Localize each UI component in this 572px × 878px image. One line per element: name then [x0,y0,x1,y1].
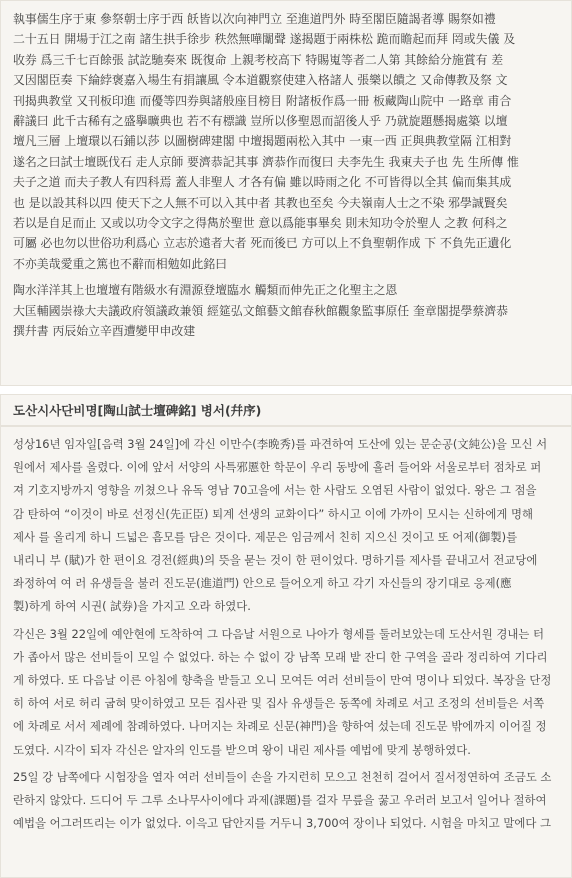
author-line: 撰幷書 丙辰始立辛酉遭變甲申改建 [13,324,196,339]
hanja-line: 也 是以設其科以四 使天下之人無不可以入其中者 其教也至矣 今夫嶺南人士之不染 邪學誠賢矣 [13,195,508,210]
hanja-line: 執事儒生序于東 參祭朝士序于西 飫皆以次向神門立 至進道門外 時至閣臣隨謁者導 賜祭如禮 [13,12,496,26]
korean-line: 각신은 3월 22일에 예안현에 도착하여 그 다음날 서원으로 나아가 형세를 둘러보았는데 도산서원 경내는 터 [13,626,544,641]
korean-line: 좌정하여 여 러 유생들을 불러 진도문(進道門) 안으로 들어오게 하고 각기 자신들의 장기대로 응제(應 [13,576,512,591]
hanja-line: 若以是自足而止 又或以功令文字之得雋於聖世 意以爲能事畢矣 則未知功令於聖人 之教 何科之 [13,216,508,231]
hanja-text-panel [0,0,572,386]
hanja-line: 二十五日 開場于江之南 諸生拱手徐步 秩然無嘩闈聲 遂揭題于兩株松 跪而瞻起而拜 罔或失儀 及 [13,32,516,47]
hanja-body [13,9,561,274]
korean-line: 감 탄하여 “이것이 바로 선정신(先正臣) 퇴계 선생의 교화이다” 하시고 이에 가까이 모시는 신하에게 명해 [13,506,534,521]
korean-line: 製)하게 하여 시권( 試券)을 가지고 오라 하였다. [13,599,251,614]
korean-translation-panel [0,426,572,878]
korean-paragraph [13,623,561,762]
korean-line: 25일 강 남쪽에다 시험장을 열자 여러 선비들이 손을 가지런히 모으고 천천히 걸어서 질서정연하여 조금도 소 [13,769,552,784]
hanja-line: 可屬 必也勿以世俗功利爲心 立志於遠者大者 死而後已 方可以上不負聖朝作成 下 不負先正遺化 [13,236,512,251]
korean-line: 게 하였다. 또 다음날 이른 아침에 향축을 받들고 오니 모여든 여러 선비들이 만여 명이나 되었다. 복장을 단정 [13,673,552,688]
korean-line: 성상16년 임자일[음력 3월 24일]에 각신 이만수(李晩秀)를 파견하여 도산에 있는 문순공(文純公)을 모신 서 [13,437,548,451]
korean-line: 원에서 제사를 올렸다. 이에 앞서 서양의 사특邪慝한 학문이 우리 동방에 흘러 들어와 서울로부터 점차로 퍼 [13,460,542,475]
korean-line: 란하지 않았다. 드디어 두 그루 소나무사이에다 과제(課題)를 걸자 무릎을 꿇고 우러러 보고서 일어나 절하여 [13,793,547,808]
hanja-line: 刊揭典教堂 又刊板印進 而優等四券與諸般座目榜目 附諸板作爲一冊 板藏陶山院中 一路章 甫合 [13,93,512,108]
korean-line: 도였다. 시각이 되자 각신은 알자의 인도를 받으며 왕이 내린 제사를 예법에 맞게 봉행하였다. [13,742,471,757]
author-block [13,301,561,342]
hanja-line: 收券 爲三千七百餘張 試訖馳奏來 既復命 上親考校高下 特賜嵬等者二人第 其餘給分施賞有 差 [13,52,504,67]
korean-line: 져 기호지방까지 영향을 끼쳤으나 유독 영남 70고을에 서는 한 사람도 오염된 사람이 없었다. 왕은 그 점을 [13,483,537,498]
korean-line: 제사 를 올리게 하니 드넓은 흠모를 담은 것이다. 제문은 임금께서 친히 지으신 것이고 또 어제(御製)를 [13,529,518,544]
translation-heading [0,394,572,426]
author-line: 大匡輔國崇祿大夫議政府領議政兼領 經筵弘文館藝文館春秋館觀象監事原任 奎章閣提學蔡濟恭 [13,303,509,318]
korean-line: 가 좁아서 많은 선비들이 모일 수 없었다. 하는 수 없이 강 남쪽 모래 밭 잔디 한 구역을 골라 정리하여 기다리 [13,649,548,664]
korean-line: 예법을 어그러뜨리는 이가 없었다. 이윽고 답안지를 거두니 3,700여 장이나 되었다. 시험을 마치고 말에다 그 [13,816,552,831]
korean-line: 히 하여 서로 허리 굽혀 맞이하였고 모든 집사관 및 집사 유생들은 동쪽에 차례로 서고 조정의 선비들은 서쪽 [13,696,545,711]
korean-line: 내리니 부 (賦)가 한 편이요 경전(經典)의 뜻을 묻는 것이 한 편이었다. 명하기를 제사를 끝내고서 전교당에 [13,553,538,568]
korean-paragraph [13,766,561,836]
hanja-line: 不亦美哉愛重之篤也不辭而相勉如此銘曰 [13,256,228,271]
hanja-line: 辭議曰 此千古稀有之盛擧曠典也 若不有標識 豈所以侈聖恩而詔後人乎 乃就旋題懸揭處築 以壇 [13,114,508,129]
hanja-line: 夫子之道 而夫子教人有四科焉 蓋人非聖人 才各有偏 雖以時雨之化 不可皆得以全其 偏而集其成 [13,175,512,190]
korean-line: 에 차례로 서서 제례에 참례하였다. 나머지는 차례로 신문(神門)을 향하여 섰는데 진도문 밖에까지 이어질 정 [13,719,547,734]
hanja-line: 壇凡三層 上壇環以石鋪以莎 以圖樹碑建閣 中壇揭題兩松入其中 一東一西 正與典教堂隔 江相對 [13,134,512,149]
korean-paragraph [13,433,561,619]
translation-title: 도산시사단비명[陶山試士壇碑銘] 병서(幷序) [13,403,262,418]
hanja-line: 又因閣臣奏 下綸綍褒嘉入場生有捐讓風 令本道觀察使建入格諸人 張樂以饋之 又命傳教及祭 文 [13,73,508,88]
hanja-line: 遂名之曰試士壇既伐石 走人京師 要濟恭記其事 濟恭作而復曰 夫李先生 我東夫子也 先 生所傳 惟 [13,154,519,169]
verse-line: 陶水洋洋其上也壇壇有階級水有淵源登壇臨水 觸類而伸先正之化聖主之恩 [13,283,398,298]
